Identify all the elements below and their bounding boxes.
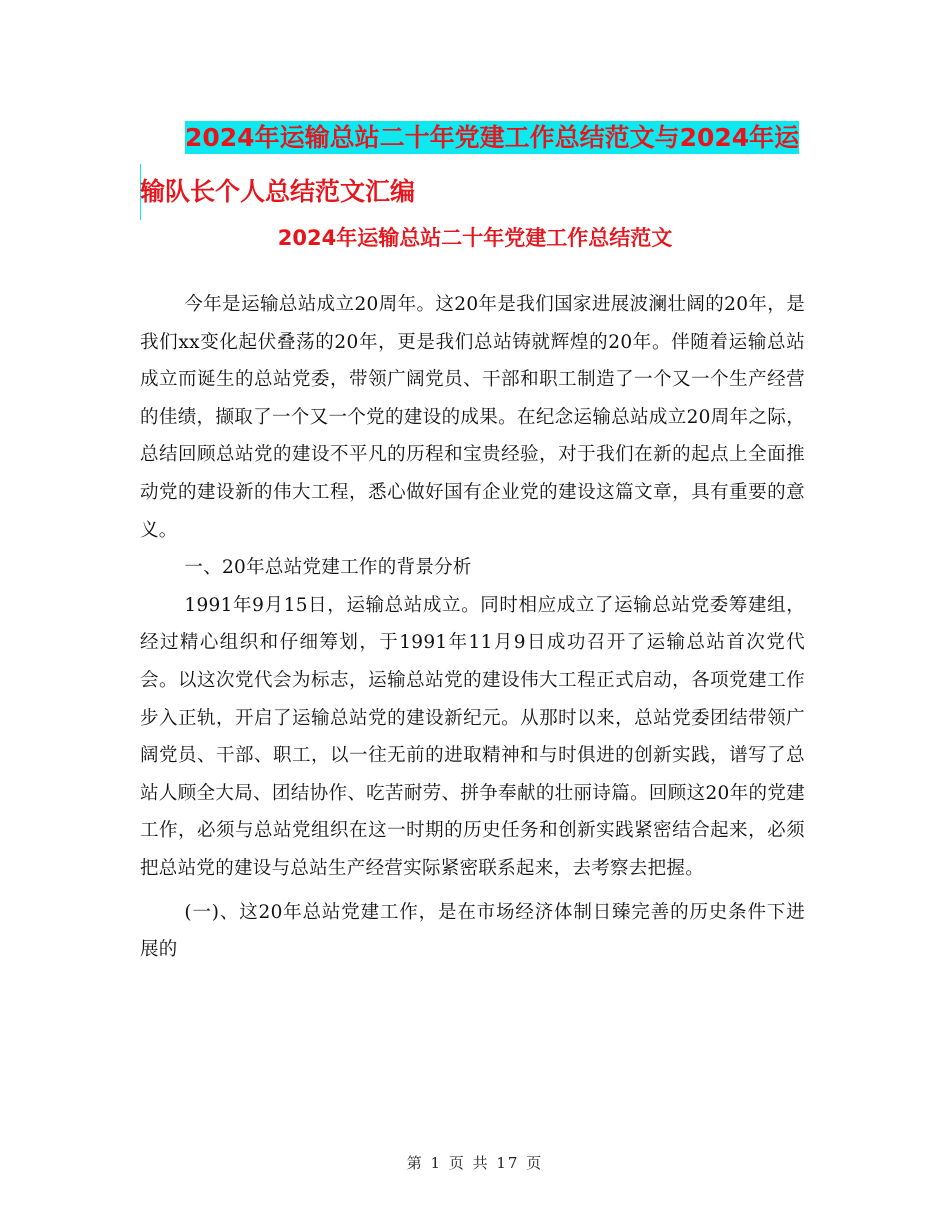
paragraph-history: 1991年9月15日，运输总站成立。同时相应成立了运输总站党委筹建组，经过精心组织和仔细筹划，于1991年11月9日成功召开了运输总站首次党代会。以这次党代会为标志，运输总站党的建设伟大工程正式启动，各项党建工作步入正轨，开启了运输总站党的建设新纪元。从那时以来，总站党委团结带领广阔党员、干部、职工，以一往无前的进取精神和与时俱进的创新实践，谱写了总站人顾全大局、团结协作、吃苦耐劳、拼争奉献的壮丽诗篇。回顾这20年的党建工作，必须与总站党组织在这一时期的历史任务和创新实践紧密结合起来，必须把总站党的建设与总站生产经营实际紧密联系起来，去考察去把握。: [140, 594, 805, 879]
paragraph-heading-1: 一、20年总站党建工作的背景分析: [184, 557, 472, 579]
section-title: 2024年运输总站二十年党建工作总结范文: [277, 226, 673, 250]
page-footer: 第 1 页 共 17 页: [406, 1154, 544, 1172]
main-title: [140, 112, 825, 220]
paragraph-subheading-1: (一)、这20年总站党建工作，是在市场经济体制日臻完善的历史条件下进展的: [140, 901, 805, 961]
main-title-line-2: 输队长个人总结范文汇编: [140, 164, 141, 220]
paragraph-intro: 今年是运输总站成立20周年。这20年是我们国家进展波澜壮阔的20年，是我们xx变化起伏叠荡的20年，更是我们总站铸就辉煌的20年。伴随着运输总站成立而诞生的总站党委，带领广阔党员、干部和职工制造了一个又一个生产经营的佳绩，撷取了一个又一个党的建设的成果。在纪念运输总站成立20周年之际，总结回顾总站党的建设不平凡的历程和宝贵经验，对于我们在新的起点上全面推动党的建设新的伟大工程，悉心做好国有企业党的建设这篇文章，具有重要的意义。: [140, 294, 805, 541]
main-title-line-1: 2024年运输总站二十年党建工作总结范文与2024年运: [185, 123, 800, 152]
document-body: [140, 286, 805, 969]
